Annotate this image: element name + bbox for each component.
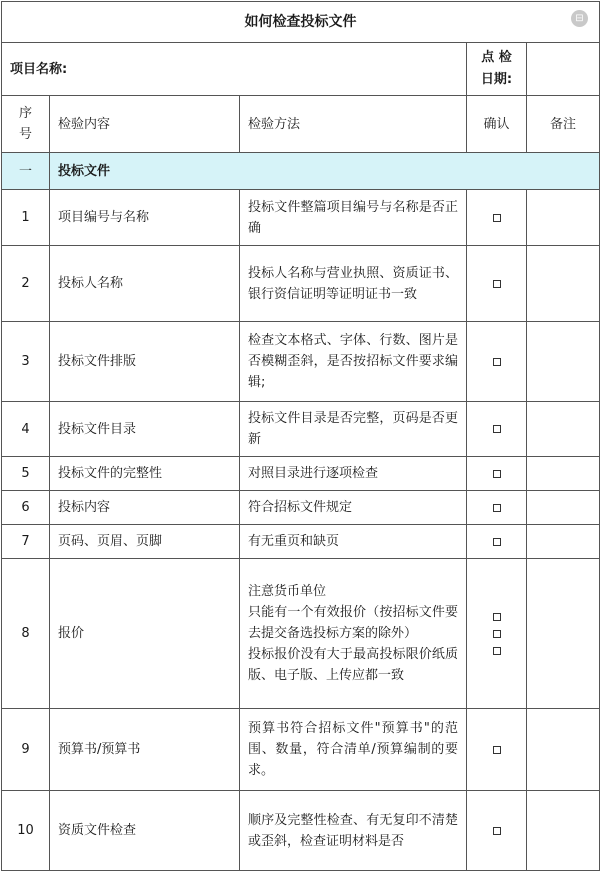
inspection-table (1, 1, 600, 871)
title-row (2, 2, 600, 43)
section-name: 投标文件 (50, 153, 600, 190)
row-seq: 2 (2, 246, 50, 322)
row-seq: 5 (2, 457, 50, 491)
row-confirm-cell (467, 322, 527, 402)
project-row (2, 43, 600, 96)
row-content: 报价 (50, 559, 240, 709)
row-note[interactable] (527, 491, 600, 525)
table-row (2, 559, 600, 709)
row-confirm-cell (467, 559, 527, 709)
row-note[interactable] (527, 709, 600, 791)
row-method: 有无重页和缺页 (240, 525, 467, 559)
row-method: 预算书符合招标文件"预算书"的范围、数量，符合清单/预算编制的要求。 (240, 709, 467, 791)
row-method: 投标文件目录是否完整，页码是否更新 (240, 402, 467, 457)
row-note[interactable] (527, 246, 600, 322)
row-method: 投标人名称与营业执照、资质证书、银行资信证明等证明证书一致 (240, 246, 467, 322)
header-content: 检验内容 (50, 96, 240, 153)
row-confirm-cell (467, 709, 527, 791)
row-seq: 9 (2, 709, 50, 791)
row-content: 投标内容 (50, 491, 240, 525)
collapse-icon[interactable]: ⊟ (571, 10, 588, 27)
check-date-label: 点 检 日期: (467, 43, 527, 96)
header-confirm: 确认 (467, 96, 527, 153)
row-content: 预算书/预算书 (50, 709, 240, 791)
row-content: 页码、页眉、页脚 (50, 525, 240, 559)
row-method: 检查文本格式、字体、行数、图片是否模糊歪斜，是否按招标文件要求编辑; (240, 322, 467, 402)
check-date-value[interactable] (527, 43, 600, 96)
row-confirm-cell (467, 246, 527, 322)
table-row (2, 457, 600, 491)
row-content: 投标文件排版 (50, 322, 240, 402)
row-seq: 4 (2, 402, 50, 457)
row-method: 注意货币单位 只能有一个有效报价（按招标文件要去提交备选投标方案的除外） 投标报价没有大于最高投标限价纸质版、电子版、上传应都一致 (240, 559, 467, 709)
table-row (2, 402, 600, 457)
confirm-checkbox[interactable] (493, 425, 501, 433)
row-method: 投标文件整篇项目编号与名称是否正确 (240, 190, 467, 246)
row-content: 资质文件检查 (50, 791, 240, 871)
row-seq: 1 (2, 190, 50, 246)
row-note[interactable] (527, 559, 600, 709)
project-name-label: 项目名称: (2, 43, 467, 96)
table-row (2, 525, 600, 559)
row-note[interactable] (527, 457, 600, 491)
confirm-checkbox[interactable] (493, 280, 501, 288)
row-confirm-cell (467, 491, 527, 525)
table-row (2, 246, 600, 322)
row-method: 顺序及完整性检查、有无复印不清楚或歪斜，检查证明材料是否 (240, 791, 467, 871)
row-note[interactable] (527, 791, 600, 871)
confirm-checkbox[interactable] (493, 746, 501, 754)
row-content: 投标人名称 (50, 246, 240, 322)
header-method: 检验方法 (240, 96, 467, 153)
row-seq: 8 (2, 559, 50, 709)
row-confirm-cell (467, 402, 527, 457)
confirm-checkbox[interactable] (493, 214, 501, 222)
table-row (2, 791, 600, 871)
row-method: 对照目录进行逐项检查 (240, 457, 467, 491)
table-row (2, 709, 600, 791)
row-note[interactable] (527, 402, 600, 457)
confirm-checkbox[interactable] (493, 613, 501, 621)
confirm-checkbox[interactable] (493, 470, 501, 478)
row-seq: 7 (2, 525, 50, 559)
confirm-checkbox[interactable] (493, 538, 501, 546)
row-seq: 6 (2, 491, 50, 525)
section-row (2, 153, 600, 190)
row-content: 投标文件的完整性 (50, 457, 240, 491)
header-note: 备注 (527, 96, 600, 153)
confirm-checkbox[interactable] (493, 504, 501, 512)
confirm-checkbox[interactable] (493, 827, 501, 835)
row-note[interactable] (527, 525, 600, 559)
row-note[interactable] (527, 322, 600, 402)
confirm-checkbox[interactable] (493, 647, 501, 655)
confirm-checkbox[interactable] (493, 358, 501, 366)
row-seq: 3 (2, 322, 50, 402)
table-row (2, 190, 600, 246)
row-content: 投标文件目录 (50, 402, 240, 457)
row-confirm-cell (467, 525, 527, 559)
row-content: 项目编号与名称 (50, 190, 240, 246)
row-confirm-cell (467, 791, 527, 871)
row-seq: 10 (2, 791, 50, 871)
header-seq: 序 号 (2, 96, 50, 153)
row-note[interactable] (527, 190, 600, 246)
confirm-checkbox[interactable] (493, 630, 501, 638)
table-title: 如何检查投标文件 (2, 2, 600, 43)
row-confirm-cell (467, 190, 527, 246)
row-confirm-cell (467, 457, 527, 491)
table-row (2, 322, 600, 402)
table-row (2, 491, 600, 525)
section-number: 一 (2, 153, 50, 190)
row-method: 符合招标文件规定 (240, 491, 467, 525)
header-row (2, 96, 600, 153)
